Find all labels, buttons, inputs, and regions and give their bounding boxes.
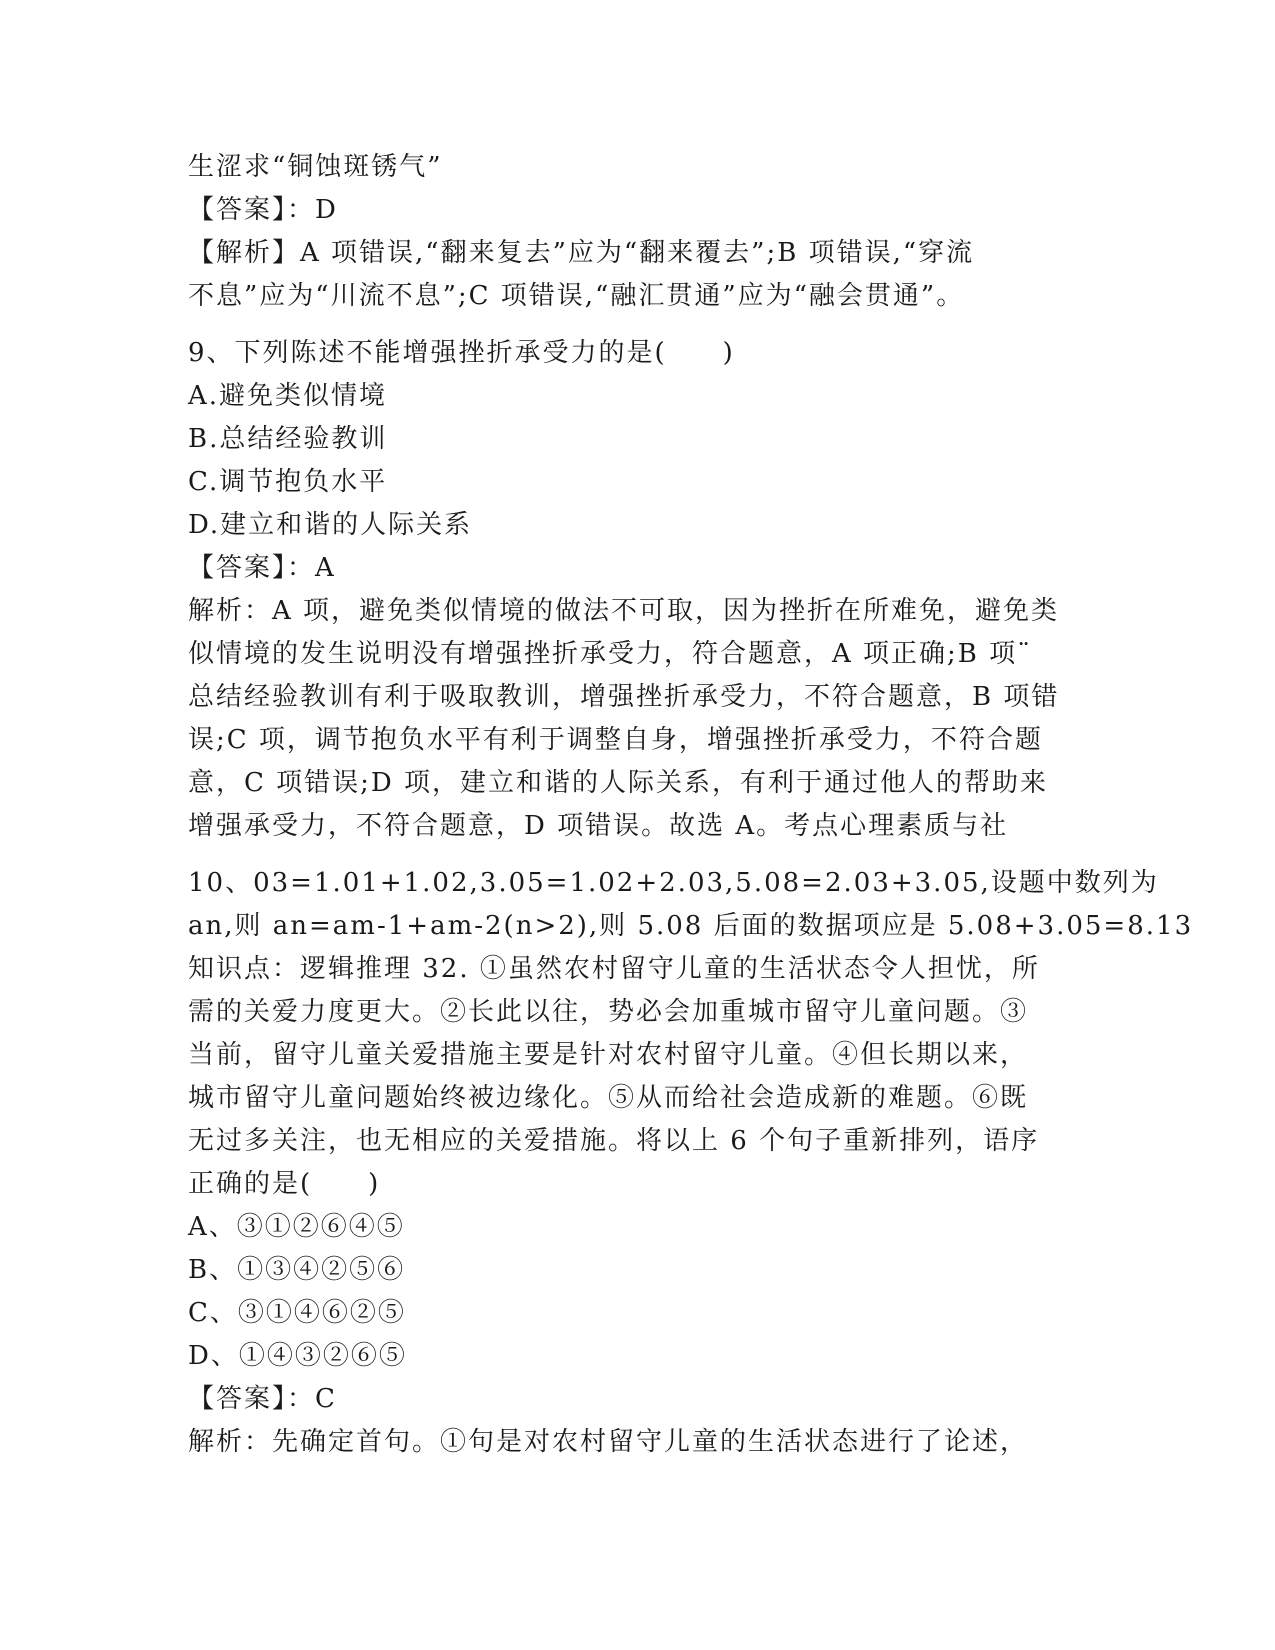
answer-line: 【答案】：A [188,553,336,583]
question-stem: 当前，留守儿童关爱措施主要是针对农村留守儿童。④但长期以来， [188,1040,1029,1070]
question-stem: an,则 an=am-1+am-2(n>2),则 5.08 后面的数据项应是 5.08+3.05=8.13 [188,911,1194,941]
option-d: D.建立和谐的人际关系 [188,510,473,540]
analysis-line: 不息”应为“川流不息”;C 项错误,“融汇贯通”应为“融会贯通”。 [188,281,965,311]
question-stem: 需的关爱力度更大。②长此以往，势必会加重城市留守儿童问题。③ [188,997,1029,1027]
analysis-line: 似情境的发生说明没有增强挫折承受力，符合题意，A 项正确;B 项¨ [188,639,1033,669]
question-10 [188,862,1194,1464]
question-9 [188,332,1088,848]
analysis-line: 解析：A 项，避免类似情境的做法不可取，因为挫折在所难免，避免类 [188,596,1060,626]
analysis-line: 【解析】A 项错误,“翻来复去”应为“翻来覆去”;B 项错误,“穿流 [188,238,975,268]
spacer [188,318,1088,332]
previous-question-tail [188,146,1088,318]
analysis-line: 增强承受力，不符合题意，D 项错误。故选 A。考点心理素质与社 [188,811,1009,841]
question-stem: 10、03=1.01+1.02,3.05=1.02+2.03,5.08=2.03+3.05,设题中数列为 [188,868,1159,898]
option-a: A、③①②⑥④⑤ [188,1212,405,1242]
option-b: B.总结经验教训 [188,424,388,454]
question-stem: 无过多关注，也无相应的关爱措施。将以上 6 个句子重新排列，语序 [188,1126,1040,1156]
question-stem: 知识点：逻辑推理 32. ①虽然农村留守儿童的生活状态令人担忧，所 [188,954,1040,984]
analysis-line: 解析：先确定首句。①句是对农村留守儿童的生活状态进行了论述， [188,1427,1029,1457]
analysis-line: 总结经验教训有利于吸取教训，增强挫折承受力，不符合题意，B 项错 [188,682,1060,712]
option-a: A.避免类似情境 [188,381,388,411]
analysis-line: 意，C 项错误;D 项，建立和谐的人际关系，有利于通过他人的帮助来 [188,768,1049,798]
option-c: C.调节抱负水平 [188,467,388,497]
question-stem: 正确的是( ) [188,1169,381,1199]
text-line: 生涩求“铜蚀斑锈气” [188,152,443,182]
option-b: B、①③④②⑤⑥ [188,1255,406,1285]
question-stem: 城市留守儿童问题始终被边缘化。⑤从而给社会造成新的难题。⑥既 [188,1083,1029,1113]
option-d: D、①④③②⑥⑤ [188,1341,407,1371]
spacer [188,848,1088,862]
option-c: C、③①④⑥②⑤ [188,1298,406,1328]
analysis-line: 误;C 项，调节抱负水平有利于调整自身，增强挫折承受力，不符合题 [188,725,1043,755]
answer-line: 【答案】：C [188,1384,337,1414]
question-stem: 9、下列陈述不能增强挫折承受力的是( ) [188,338,735,368]
document-page [188,146,1194,1464]
answer-line: 【答案】：D [188,195,338,225]
